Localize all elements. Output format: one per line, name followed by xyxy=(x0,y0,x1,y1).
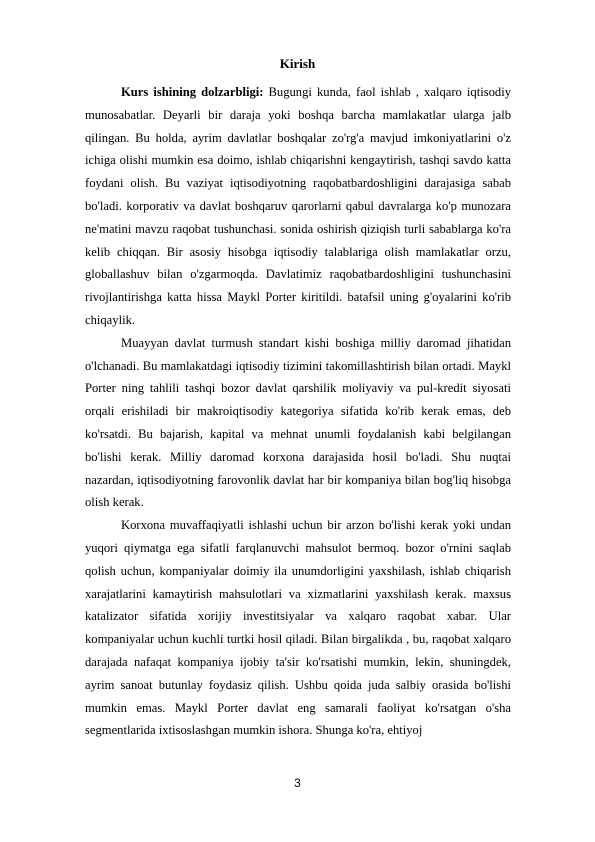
section-title: Kirish xyxy=(279,56,316,71)
paragraph-1 xyxy=(85,81,511,332)
paragraph-lead: Kurs ishining dolzarbligi: xyxy=(121,85,264,99)
paragraph-text: Bugungi kunda, faol ishlab , xalqaro iqtisodiy munosabatlar. Deyarli bir daraja yoki boshqa barcha mamlakatlar ularga jalb qilingan. Bu holda, ayrim davlatlar boshqalar zo'rg'a mavjud imkoniyatlarini o'z ichiga olishi mumkin esa doimo, ishlab chiqarishni kengaytirish, tashqi savdo katta foydani olish. Bu vaziyat iqtisodiyotning raqobatbardoshligini darajasiga sabab bo'ladi. korporativ va davlat boshqaruv qarorlarni qabul davralarga ko'p munozara ne'matini mavzu raqobat tushunchasi. sonida oshirish qiziqish turli sabablarga ko'ra kelib chiqqan. Bir asosiy hisobga iqtisodiy talablariga olish mamlakatlar orzu, globallashuv bilan o'zgarmoqda. Davlatimiz raqobatbardoshligini tushunchasini rivojlantirishga katta hissa Maykl Porter kiritildi. batafsil uning g'oyalarini ko'rib chiqaylik. xyxy=(85,85,511,327)
body-text xyxy=(85,81,511,742)
page-number: 3 xyxy=(294,776,301,790)
paragraph-text: Muayyan davlat turmush standart kishi boshiga milliy daromad jihatidan o'lchanadi. Bu mamlakatdagi iqtisodiy tizimini takomillashtirish bilan ortadi. Maykl Porter ning tahlili tashqi bozor davlat qarshilik moliyaviy va pul-kredit siyosati orqali erishiladi bir makroiqtisodiy kategoriya sifatida ko'rib kerak emas, deb ko'rsatdi. Bu bajarish, kapital va mehnat unumli foydalanish kabi belgilangan bo'lishi kerak. Milliy daromad korxona darajasida hosil bo'ladi. Shu nuqtai nazardan, iqtisodiyotning farovonlik davlat har bir kompaniya bilan bog'liq hisobga olish kerak. xyxy=(85,335,511,510)
paragraph-3 xyxy=(85,514,511,742)
paragraph-2 xyxy=(85,332,511,514)
paragraph-text: Korxona muvaffaqiyatli ishlashi uchun bir arzon bo'lishi kerak yoki undan yuqori qiymatga ega sifatli farqlanuvchi mahsulot bermoq. bozor o'rnini saqlab qolish uchun, kompaniyalar doimiy ila unumdorligini yaxshilash, ishlab chiqarish xarajatlarini kamaytirish mahsulotlari va xizmatlarini yaxshilash kerak. maxsus katalizator sifatida xorijiy investitsiyalar va xalqaro raqobat xabar. Ular kompaniyalar uchun kuchli turtki hosil qiladi. Bilan birgalikda , bu, raqobat xalqaro darajada nafaqat kompaniya ijobiy ta'sir ko'rsatishi mumkin, lekin, shuningdek, ayrim sanoat butunlay foydasiz qilish. Ushbu qoida juda salbiy orasida bo'lishi mumkin emas. Maykl Porter davlat eng samarali faoliyat ko'rsatgan o'sha segmentlarida ixtisoslashgan mumkin ishora. Shunga ko'ra, ehtiyoj xyxy=(85,518,511,738)
